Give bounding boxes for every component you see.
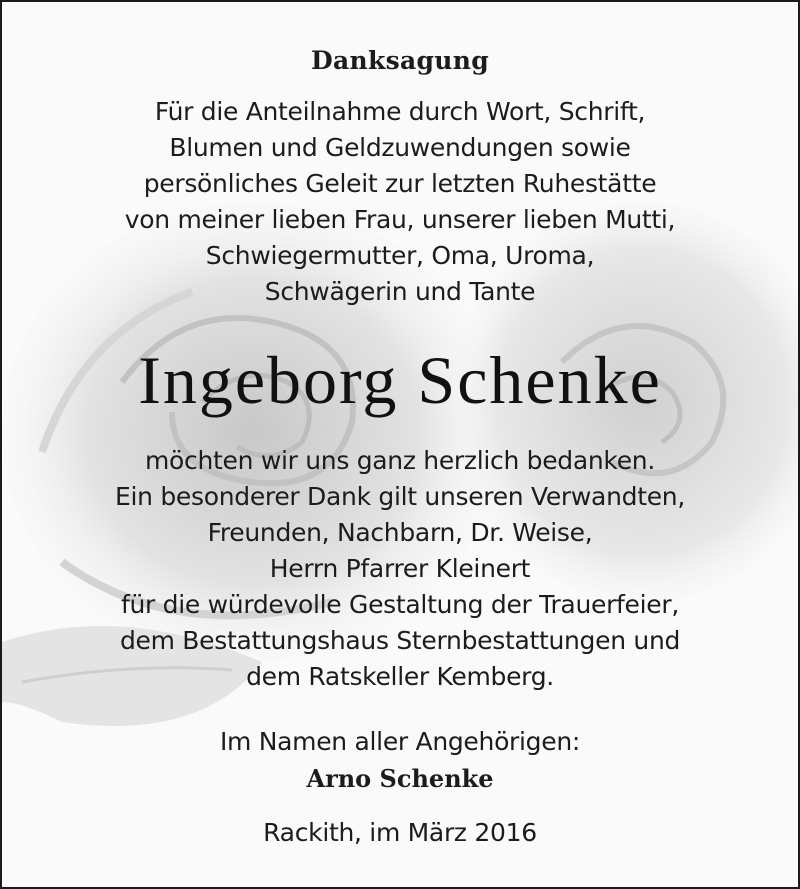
intro-line: von meiner lieben Frau, unserer lieben Mutti, xyxy=(124,205,676,234)
intro-text xyxy=(2,94,798,310)
intro-line: Für die Anteilnahme durch Wort, Schrift, xyxy=(154,97,646,126)
intro-line: Schwiegermutter, Oma, Uroma, xyxy=(205,241,595,270)
thanks-text xyxy=(2,443,798,695)
thanks-line: dem Bestattungshaus Sternbestattungen und xyxy=(119,626,681,655)
intro-line: persönliches Geleit zur letzten Ruhestätte xyxy=(143,169,657,198)
thanks-line: Herrn Pfarrer Kleinert xyxy=(269,554,531,583)
notice-content xyxy=(2,2,798,887)
intro-line: Schwägerin und Tante xyxy=(264,277,536,306)
notice-heading: Danksagung xyxy=(311,46,489,75)
deceased-name: Ingeborg Schenke xyxy=(138,342,662,418)
thanks-line: Ein besonderer Dank gilt unseren Verwandten, xyxy=(115,482,685,511)
signer-name: Arno Schenke xyxy=(306,764,494,793)
intro-line: Blumen und Geldzuwendungen sowie xyxy=(169,133,631,162)
thanks-line: möchten wir uns ganz herzlich bedanken. xyxy=(145,446,655,475)
thanks-line: dem Ratskeller Kemberg. xyxy=(246,662,554,691)
thanks-line: Freunden, Nachbarn, Dr. Weise, xyxy=(207,518,593,547)
on-behalf-text: Im Namen aller Angehörigen: xyxy=(219,727,580,756)
place-date: Rackith, im März 2016 xyxy=(263,818,537,847)
thanks-line: für die würdevolle Gestaltung der Trauerfeier, xyxy=(121,590,679,619)
